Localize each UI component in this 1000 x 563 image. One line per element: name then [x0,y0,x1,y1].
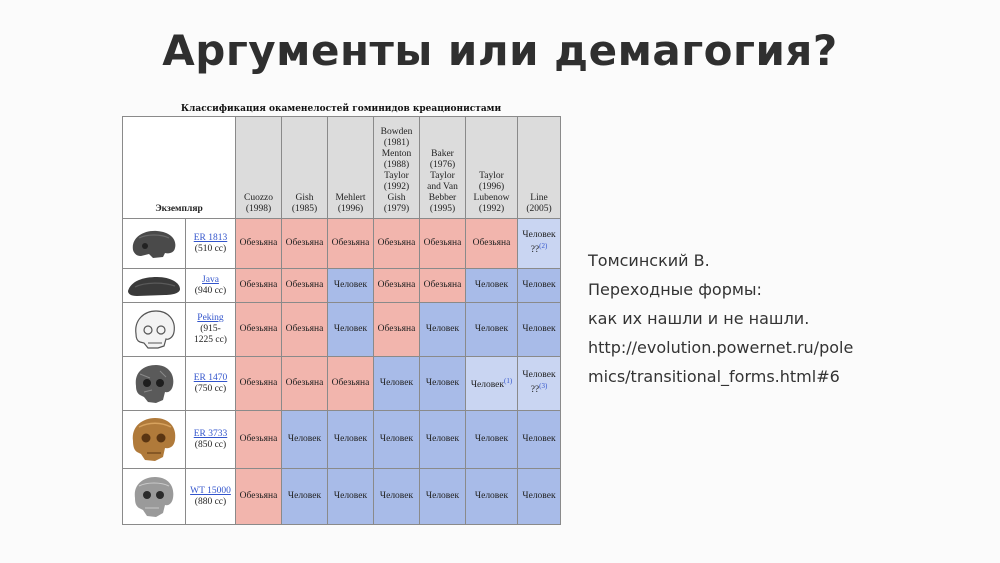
skull-image [123,269,186,303]
classification-text: Человек [425,378,460,388]
col-header-gish-1985: Gish (1985) [282,117,328,219]
header-row [123,117,561,219]
specimen-size: (510 cc) [194,243,227,254]
table-row [123,219,561,269]
classification-text: Обезьяна [423,280,462,290]
classification-text: Обезьяна [239,238,278,248]
classification-text: Человек [379,434,414,444]
classification-cell [518,269,561,303]
classification-cell [374,469,420,525]
classification-cell [466,357,518,411]
classification-text: Обезьяна [239,324,278,334]
specimen-label [186,219,236,269]
specimen-label [186,269,236,303]
footnote-link[interactable]: (3) [539,382,548,391]
specimen-label [186,303,236,357]
classification-text: Человек [333,324,368,334]
classification-cell [282,269,328,303]
classification-text: Человек [470,380,504,391]
classification-text: Человек [333,491,368,501]
table-caption: Классификация окаменелостей гоминидов креационистами [180,104,502,114]
slide-title: Аргументы или демагогия? [162,26,838,75]
classification-note: ?? [530,245,540,256]
classification-cell [420,411,466,469]
reference-line-url-part2: mics/transitional_forms.html#6 [588,367,840,386]
specimen-label [186,357,236,411]
classification-text: Обезьяна [377,280,416,290]
classification-text: Обезьяна [331,378,370,388]
specimen-link[interactable]: Java [202,274,219,285]
classification-text: Обезьяна [239,491,278,501]
classification-cell [236,269,282,303]
classification-text: Человек [474,280,509,290]
reference-line-url-part1: http://evolution.powernet.ru/pole [588,338,854,357]
classification-cell [328,303,374,357]
classification-cell [420,357,466,411]
classification-cell [236,469,282,525]
classification-cell [374,357,420,411]
classification-cell [282,219,328,269]
specimen-column-header: Экземпляр [123,117,236,219]
classification-text: Обезьяна [331,238,370,248]
table-row [123,411,561,469]
col-header-bowden-menton-taylor-gish: Bowden (1981) Menton (1988) Taylor (1992) Gish (1979) [374,117,420,219]
specimen-link[interactable]: WT 15000 [190,485,231,496]
classification-text: Человек [425,324,460,334]
reference-text [588,246,988,391]
classification-text: Человек [333,280,368,290]
skull-image [123,469,186,525]
classification-text: Человек [522,370,556,381]
classification-text: Человек [474,491,509,501]
classification-cell [466,219,518,269]
specimen-label [186,411,236,469]
classification-text: Обезьяна [472,238,511,248]
table-row [123,269,561,303]
skull-image [123,357,186,411]
classification-text: Человек [287,434,322,444]
skull-image [123,303,186,357]
specimen-link[interactable]: Peking [197,313,224,323]
col-header-cuozzo: Cuozzo (1998) [236,117,282,219]
skull-image [123,411,186,469]
classification-cell [374,219,420,269]
classification-note: ?? [530,385,540,396]
classification-cell [466,269,518,303]
classification-text: Человек [379,378,414,388]
table-row [123,303,561,357]
table-row [123,469,561,525]
classification-cell [518,357,561,411]
col-header-taylor-lubenow: Taylor (1996) Lubenow (1992) [466,117,518,219]
specimen-link[interactable]: ER 1813 [193,232,228,243]
classification-text: Обезьяна [423,238,462,248]
reference-line-subtitle: как их нашли и не нашли. [588,309,810,328]
classification-text: Обезьяна [377,324,416,334]
classification-text: Обезьяна [285,378,324,388]
classification-text: Обезьяна [285,280,324,290]
classification-cell [518,469,561,525]
classification-cell [420,219,466,269]
specimen-link[interactable]: ER 3733 [193,428,228,439]
classification-cell [282,411,328,469]
specimen-size: (915- [200,324,221,334]
specimen-size: (940 cc) [194,285,227,296]
classification-text: Обезьяна [239,378,278,388]
classification-cell [420,469,466,525]
classification-text: Человек [474,324,509,334]
col-header-mehlert: Mehlert (1996) [328,117,374,219]
reference-line-title: Переходные формы: [588,280,762,299]
classification-text: Человек [522,324,556,334]
classification-cell [518,303,561,357]
specimen-size: (850 cc) [194,439,227,450]
classification-cell [282,469,328,525]
classification-cell [236,411,282,469]
classification-cell [466,411,518,469]
classification-text: Человек [379,491,414,501]
classification-cell [518,411,561,469]
classification-cell [328,357,374,411]
classification-text: Человек [522,491,556,501]
classification-cell [328,469,374,525]
specimen-size: (880 cc) [194,496,227,507]
classification-text: Человек [425,434,460,444]
footnote-link[interactable]: (2) [539,242,548,251]
classification-text: Человек [474,434,509,444]
table-row [123,357,561,411]
col-header-line: Line (2005) [518,117,561,219]
classification-cell [236,303,282,357]
classification-text: Человек [333,434,368,444]
classification-cell [466,469,518,525]
classification-cell [374,303,420,357]
classification-text: Человек [522,434,556,444]
col-header-baker-taylor-vanbebber: Baker (1976) Taylor and Van Bebber (1995) [420,117,466,219]
classification-cell [374,411,420,469]
footnote-link[interactable]: (1) [503,376,513,385]
classification-cell [374,269,420,303]
classification-text: Человек [522,230,556,241]
classification-text: Обезьяна [285,238,324,248]
specimen-label [186,469,236,525]
classification-text: Обезьяна [239,280,278,290]
classification-cell [328,411,374,469]
classification-cell [328,219,374,269]
classification-text: Человек [287,491,322,501]
classification-cell [236,357,282,411]
classification-text: Обезьяна [285,324,324,334]
specimen-size: 1225 cc) [194,335,227,345]
classification-cell [282,357,328,411]
classification-cell [466,303,518,357]
classification-text: Обезьяна [377,238,416,248]
specimen-link[interactable]: ER 1470 [193,372,228,383]
specimen-size: (750 cc) [194,383,227,394]
classification-cell [328,269,374,303]
reference-line-author: Томсинский В. [588,251,710,270]
classification-cell [518,219,561,269]
classification-cell [420,303,466,357]
classification-cell [420,269,466,303]
classification-cell [236,219,282,269]
fossil-classification-table [122,116,561,525]
classification-text: Обезьяна [239,434,278,444]
skull-image [123,219,186,269]
classification-cell [282,303,328,357]
classification-text: Человек [522,280,556,290]
classification-text: Человек [425,491,460,501]
